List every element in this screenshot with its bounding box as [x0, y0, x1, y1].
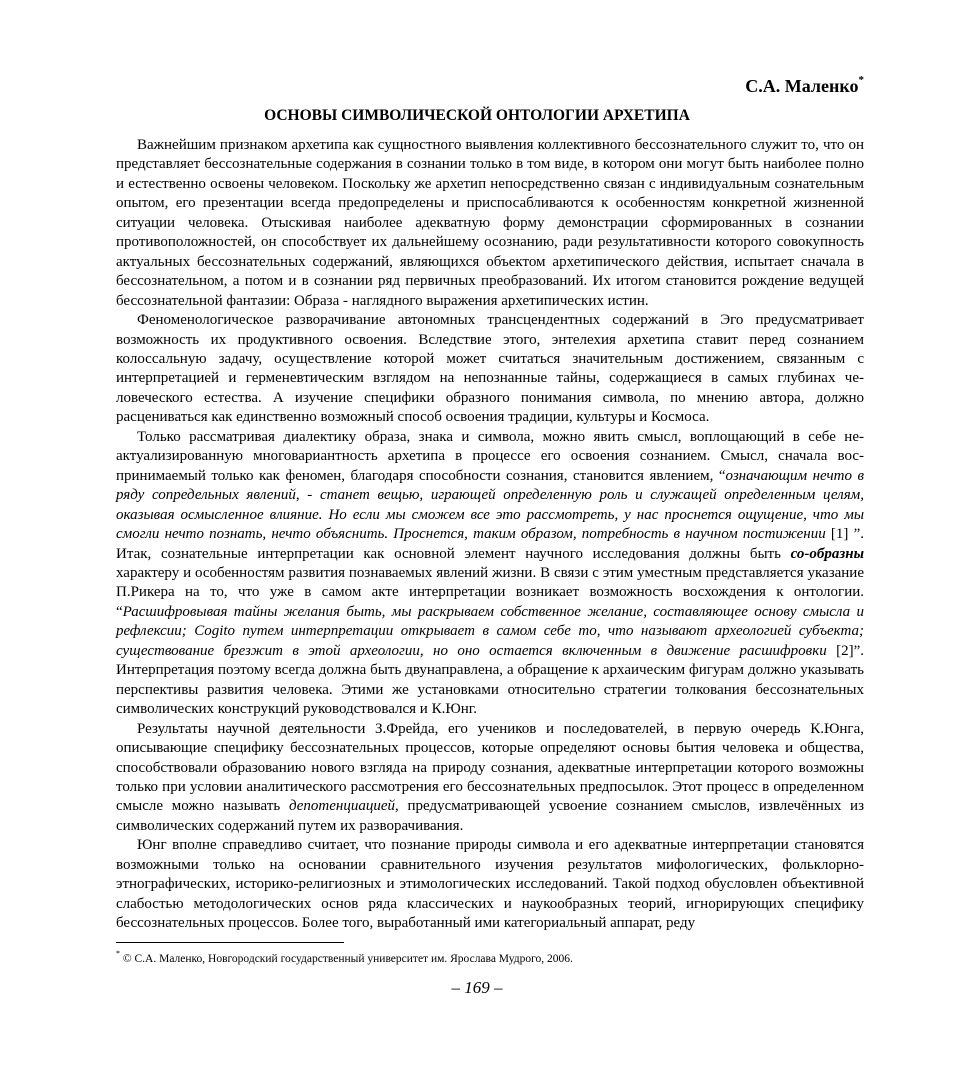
author-name: С.А. Маленко* [745, 74, 864, 96]
paragraph-4: Результаты научной деятельности З.Фрейда, его учеников и последователей, в первую очередь К.Юнга, описывающие специфику бессознательных процессов, которые определяют основы бытия человека и общества, способствовали образованию нового взгляда на природу сознания, адекватные интерпретации которого возможны только при условии аналитического рассмотрения его бессознательных предпосылок. Этот процесс в определенном смысле можно называть депотенциацией, предусматривающей усвоение сознанием смыслов, извлечённых из символических содержаний путем их разворачивания. [116, 720, 865, 834]
footnote-divider [116, 942, 344, 943]
emphasis-depotentiation: депотенциацией [288, 798, 395, 815]
footnote-mark: * [116, 949, 120, 958]
article-title: ОСНОВЫ СИМВОЛИЧЕСКОЙ ОНТОЛОГИИ АРХЕТИПА [264, 107, 690, 124]
quote-jung: означающим нечто в ряду сопредельных явлений, - станет вещью, играющей определенную роль и служащей определенным целям, оказывая осмысленное влияние. Но если мы сможем все это рассмотреть, у нас проснется ощущение, что мы смогли нечто познать, нечто объяснить. Проснется, таким образом, потребность в научном постижении [116, 467, 864, 543]
article-body [116, 136, 864, 934]
page-number: – 169 – [451, 978, 503, 997]
paragraph-2: Феноменологическое разворачивание автономных трансцендентных содержаний в Эго предусматривает возможность их продуктивного освоения. Вследствие этого, энтелехия архетипа ставит перед сознанием колоссальную задачу, осуществление которой может считаться значительным достижением, связанным с интерпретацией и герменевтическим взглядом на непознанные тайны, содержащиеся в самых глубинах человеческого естества. А изучение специфики образного понимания символа, по мнению автора, должно расцениваться как единственно возможный способ освоения традиции, культуры и Космоса. [116, 312, 864, 426]
emphasis-term: со-образны [790, 545, 864, 562]
paragraph-3: Только рассматривая диалектику образа, знака и символа, можно явить смысл, воплощающий в себе неактуализированную многовариантность архетипа в процессе его освоения сознанием. Смысл, сначала воспринимаемый только как феномен, благодаря способности сознания, становится явлением, “означающим нечто в ряду сопредельных явлений, - станет вещью, играющей определенную роль и служащей определенным целям, оказывая осмысленное влияние. Но если мы сможем все это рассмотреть, у нас проснется ощущение, что мы смогли нечто познать, нечто объяснить. Проснется, таким образом, потребность в научном постижении [1] ”. Итак, сознательные интерпретации как основной элемент научного исследования должны быть со-образны характеру и особенностям развития познаваемых явлений жизни. В связи с этим уместным представляется указание П.Рикера на то, что уже в самом акте интерпретации возникает возможность восхождения к онтологии. “Расшифровывая тайны желания быть, мы раскрываем собственное желание, составляющее основу смысла и рефлексии; Cogito путем интерпретации открывает в самом себе то, что называют археологией субъекта; существование брезжит в этой археологии, но оно остается включенным в движение расшифровки [2]”. Интерпретация поэтому всегда должна быть двунаправлена, а обращение к архаическим фигурам должно указывать перспективы развития человека. Этими же установками относительно стратегии толкования бессознательных символических конструкций руководствовался и К.Юнг. [116, 428, 864, 718]
quote-ricoeur: Расшифровывая тайны желания быть, мы раскрываем собственное желание, составляющее основу смысла и рефлексии; Cogito путем интерпретации открывает в самом себе то, что называют археологией субъекта; существование брезжит в этой археологии, но оно остается включенным в движение расшифровки [116, 603, 864, 659]
author-footnote-mark: * [858, 74, 864, 86]
paragraph-5: Юнг вполне справедливо считает, что познание природы символа и его адекватные интерпретации становятся возможными только на основании сравнительного изучения результатов мифологических, фольклорно-этнографических, историко-религиозных и этимологических исследований. Такой подход обусловлен объективной слабостью методологических основ ряда классических и наукообразных теорий, игнорирующих специфику бессознательных процессов. Более того, выработанный ими категориальный аппарат, реду [116, 837, 864, 932]
footnote: * © С.А. Маленко, Новгородский государственный университет им. Ярослава Мудрого, 2006. [116, 949, 573, 965]
paragraph-1: Важнейшим признаком архетипа как сущностного выявления коллективного бессознательного служит то, что он представляет бессознательные содержания в сознании только в том виде, в котором они могут быть наиболее полно и естественно освоены человеком. Поскольку же архетип непосредственно связан с индивидуальным сознательным опытом, его презентации всегда предопределены и приспосабливаются к особенностям конкретной жизненной ситуации человека. Отыскивая наиболее адекватную форму демонстрации сформированных в сознании противоположностей, он способствует их дальнейшему осознанию, ради результативности которого совокупность актуальных бессознательных содержаний, являющихся объектом архетипического действия, испытает сначала в бессознательном, а потом и в сознании ряд первичных преобразований. Их итогом становится рождение ведущей бессознательной фантазии: Образа - наглядного выражения архетипических истин. [116, 137, 864, 309]
